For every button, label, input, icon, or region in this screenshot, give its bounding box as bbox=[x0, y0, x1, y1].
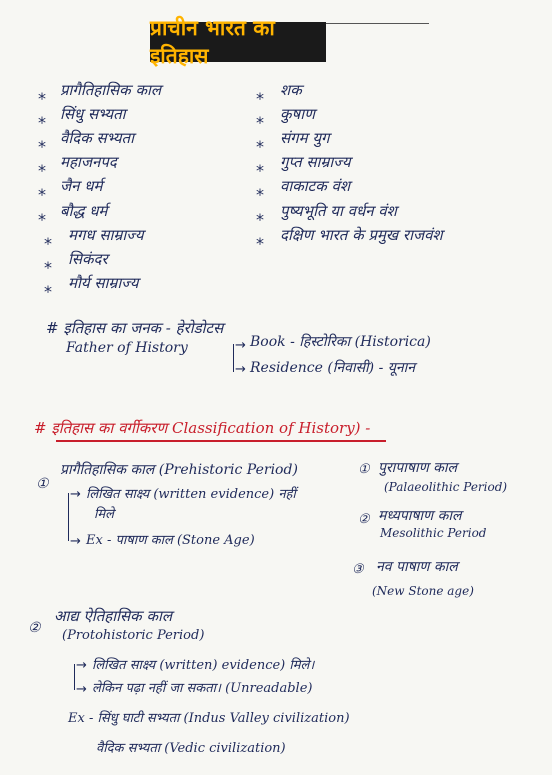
arrow-right-icon: → bbox=[70, 534, 81, 549]
father-heading: # इतिहास का जनक - हेरोडोटस bbox=[46, 319, 224, 337]
bullet-star: * bbox=[44, 258, 52, 277]
heading-underline bbox=[56, 440, 386, 442]
bullet-star: * bbox=[38, 113, 46, 132]
arrow-right-icon: → bbox=[76, 682, 87, 697]
bracket-line bbox=[68, 493, 69, 541]
bullet-star: * bbox=[38, 210, 46, 229]
page-title: प्राचीन भारत का इतिहास bbox=[150, 22, 326, 62]
topic-item: प्रागैतिहासिक काल bbox=[60, 81, 162, 99]
stone-age-label: मध्यपाषाण काल bbox=[378, 508, 462, 524]
protohistoric-line2: लेकिन पढ़ा नहीं जा सकता। (Unreadable) bbox=[92, 681, 313, 696]
topic-item: वाकाटक वंश bbox=[280, 177, 351, 195]
prehistoric-line1: लिखित साक्ष्य (written evidence) नहीं bbox=[86, 487, 296, 502]
section-number: ② bbox=[28, 620, 41, 636]
topic-item: मगध साम्राज्य bbox=[68, 226, 144, 244]
stone-age-en: (Palaeolithic Period) bbox=[384, 480, 508, 494]
topic-item: शक bbox=[280, 81, 302, 99]
topic-item: गुप्त साम्राज्य bbox=[280, 153, 351, 171]
arrow-right-icon: → bbox=[235, 362, 246, 377]
topic-item: कुषाण bbox=[280, 105, 315, 123]
classification-heading: # इतिहास का वर्गीकरण Classification of History) - bbox=[34, 419, 371, 437]
residence-line: Residence (निवासी) - यूनान bbox=[250, 360, 416, 376]
bullet-star: * bbox=[256, 210, 264, 229]
topic-item: बौद्ध धर्म bbox=[60, 202, 108, 220]
arrow-right-icon: → bbox=[70, 487, 81, 502]
topic-item: महाजनपद bbox=[60, 153, 117, 171]
protohistoric-label: आद्य ऐतिहासिक काल bbox=[54, 607, 173, 625]
bullet-star: * bbox=[38, 185, 46, 204]
topic-item: दक्षिण भारत के प्रमुख राजवंश bbox=[280, 226, 443, 244]
prehistoric-line2: Ex - पाषाण काल (Stone Age) bbox=[86, 533, 255, 548]
topic-item: जैन धर्म bbox=[60, 177, 103, 195]
topic-item: पुष्यभूति या वर्धन वंश bbox=[280, 202, 397, 220]
father-subheading: Father of History bbox=[66, 340, 188, 356]
bullet-star: * bbox=[44, 282, 52, 301]
protohistoric-ex2: वैदिक सभ्यता (Vedic civilization) bbox=[96, 741, 286, 756]
topic-item: सिंधु सभ्यता bbox=[60, 105, 126, 123]
topic-item: संगम युग bbox=[280, 129, 330, 147]
arrow-right-icon: → bbox=[235, 338, 246, 353]
topic-item: मौर्य साम्राज्य bbox=[68, 274, 139, 292]
bullet-star: * bbox=[38, 137, 46, 156]
bullet-star: * bbox=[256, 137, 264, 156]
stone-age-label: नव पाषाण काल bbox=[376, 559, 458, 575]
prehistoric-label: प्रागैतिहासिक काल (Prehistoric Period) bbox=[60, 462, 298, 478]
bullet-star: * bbox=[44, 234, 52, 253]
bullet-star: * bbox=[256, 185, 264, 204]
bracket-line bbox=[233, 344, 234, 372]
protohistoric-en: (Protohistoric Period) bbox=[62, 628, 205, 643]
topic-item: सिकंदर bbox=[68, 250, 108, 268]
title-rule bbox=[326, 23, 429, 24]
arrow-right-icon: → bbox=[76, 658, 87, 673]
protohistoric-line1: लिखित साक्ष्य (written) evidence) मिले। bbox=[92, 658, 315, 673]
stone-age-en: (New Stone age) bbox=[372, 584, 474, 598]
bullet-star: * bbox=[256, 161, 264, 180]
section-number: ① bbox=[36, 476, 49, 492]
bullet-star: * bbox=[38, 161, 46, 180]
bullet-star: * bbox=[38, 89, 46, 108]
bullet-star: * bbox=[256, 89, 264, 108]
prehistoric-line1b: मिले bbox=[94, 507, 114, 522]
bullet-star: * bbox=[256, 113, 264, 132]
stone-age-en: Mesolithic Period bbox=[380, 526, 487, 540]
topic-item: वैदिक सभ्यता bbox=[60, 129, 134, 147]
stone-age-number: ② bbox=[358, 512, 370, 527]
bracket-line bbox=[74, 664, 75, 690]
stone-age-number: ③ bbox=[352, 562, 364, 577]
book-line: Book - हिस्टोरिका (Historica) bbox=[250, 334, 431, 350]
stone-age-label: पुरापाषाण काल bbox=[378, 460, 458, 476]
stone-age-number: ① bbox=[358, 462, 370, 477]
protohistoric-ex1: Ex - सिंधु घाटी सभ्यता (Indus Valley civilization) bbox=[68, 711, 350, 726]
bullet-star: * bbox=[256, 234, 264, 253]
